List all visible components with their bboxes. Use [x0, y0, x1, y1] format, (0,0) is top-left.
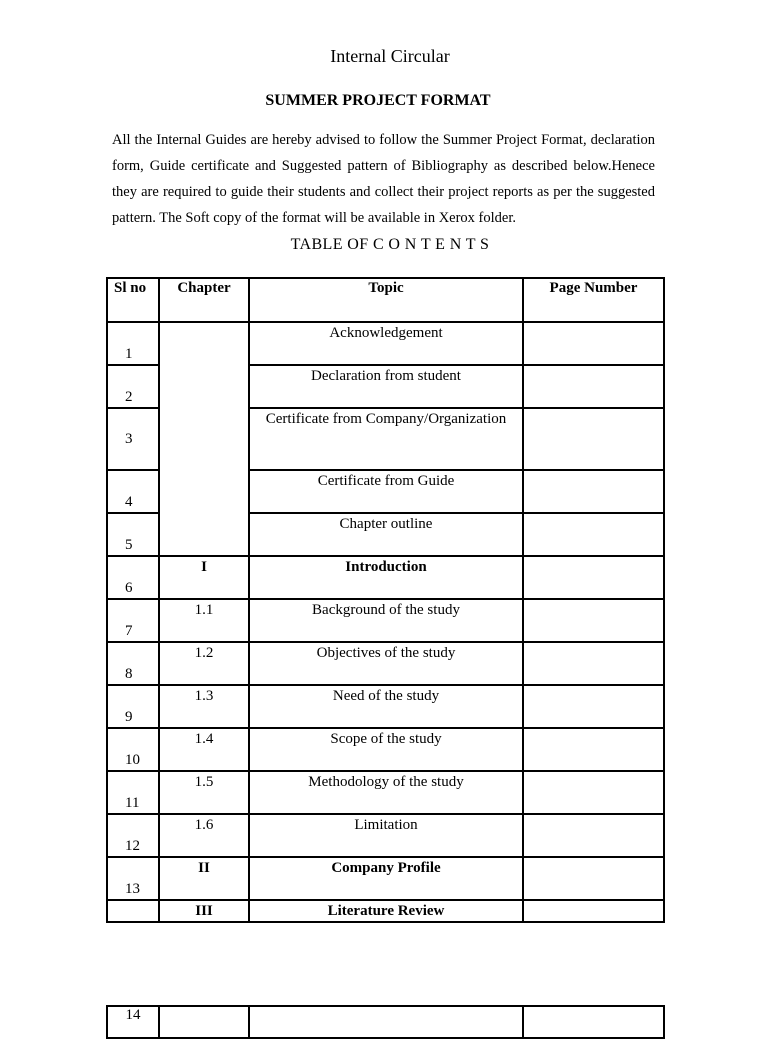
- cell-chapter: 1.4: [159, 728, 249, 771]
- cell-page-number: [523, 513, 664, 556]
- cell-topic: Literature Review: [249, 900, 523, 922]
- cell-page-number: [523, 1006, 664, 1038]
- document-title: Internal Circular: [330, 46, 450, 66]
- table-row: [107, 900, 664, 922]
- cell-chapter: III: [159, 900, 249, 922]
- table-row: [107, 814, 664, 857]
- cell-topic: Scope of the study: [249, 728, 523, 771]
- cell-page-number: [523, 556, 664, 599]
- cell-chapter-merged: [159, 322, 249, 556]
- table-row: [107, 1006, 664, 1038]
- cell-page-number: [523, 900, 664, 922]
- document-subtitle: SUMMER PROJECT FORMAT: [265, 92, 491, 109]
- cell-page-number: [523, 728, 664, 771]
- cell-topic: Objectives of the study: [249, 642, 523, 685]
- cell-topic: Limitation: [249, 814, 523, 857]
- cell-page-number: [523, 771, 664, 814]
- cell-topic: Company Profile: [249, 857, 523, 900]
- table-row: [107, 556, 664, 599]
- cell-sl-no: 11: [107, 771, 159, 814]
- cell-topic: Need of the study: [249, 685, 523, 728]
- table-of-contents: [106, 277, 665, 923]
- cell-topic: Certificate from Company/Organization: [249, 408, 523, 470]
- cell-sl-no: [107, 900, 159, 922]
- cell-sl-no: 1: [107, 322, 159, 365]
- table-row: [107, 685, 664, 728]
- cell-page-number: [523, 322, 664, 365]
- cell-chapter: 1.1: [159, 599, 249, 642]
- intro-paragraph: All the Internal Guides are hereby advised to follow the Summer Project Format, declaration form, Guide certificate and Suggested pattern of Bibliography as described below.Henece they are required to guide their students and collect their project reports as per the suggested pattern. The Soft copy of the format will be available in Xerox folder.: [112, 132, 655, 226]
- cell-page-number: [523, 814, 664, 857]
- header-sl-no: Sl no: [107, 278, 159, 322]
- cell-page-number: [523, 642, 664, 685]
- cell-page-number: [523, 685, 664, 728]
- cell-topic: Chapter outline: [249, 513, 523, 556]
- cell-page-number: [523, 857, 664, 900]
- cell-sl-no: 13: [107, 857, 159, 900]
- cell-sl-no: 4: [107, 470, 159, 513]
- cell-chapter: 1.3: [159, 685, 249, 728]
- table-row: [107, 771, 664, 814]
- cell-page-number: [523, 470, 664, 513]
- toc-heading: TABLE OF C O N T E N T S: [290, 236, 490, 253]
- cell-page-number: [523, 365, 664, 408]
- cell-topic: Background of the study: [249, 599, 523, 642]
- header-chapter: Chapter: [159, 278, 249, 322]
- cell-topic: [249, 1006, 523, 1038]
- cell-topic: Declaration from student: [249, 365, 523, 408]
- cell-sl-no: 2: [107, 365, 159, 408]
- cell-chapter: I: [159, 556, 249, 599]
- cell-sl-no: 6: [107, 556, 159, 599]
- table-row: [107, 599, 664, 642]
- cell-sl-no: 12: [107, 814, 159, 857]
- cell-chapter: 1.5: [159, 771, 249, 814]
- table-row: [107, 642, 664, 685]
- cell-page-number: [523, 599, 664, 642]
- cell-topic: Certificate from Guide: [249, 470, 523, 513]
- cell-chapter: 1.6: [159, 814, 249, 857]
- cell-sl-no: 14: [107, 1006, 159, 1038]
- cell-sl-no: 5: [107, 513, 159, 556]
- cell-topic: Methodology of the study: [249, 771, 523, 814]
- cell-sl-no: 8: [107, 642, 159, 685]
- cell-chapter: 1.2: [159, 642, 249, 685]
- cell-topic: Acknowledgement: [249, 322, 523, 365]
- header-topic: Topic: [249, 278, 523, 322]
- table-row: [107, 322, 664, 365]
- cell-page-number: [523, 408, 664, 470]
- cell-chapter: II: [159, 857, 249, 900]
- table-header-row: [107, 278, 664, 322]
- cell-chapter: [159, 1006, 249, 1038]
- cell-sl-no: 7: [107, 599, 159, 642]
- table-row: [107, 857, 664, 900]
- cell-sl-no: 3: [107, 408, 159, 470]
- header-page-number: Page Number: [523, 278, 664, 322]
- cell-sl-no: 9: [107, 685, 159, 728]
- cell-topic: Introduction: [249, 556, 523, 599]
- table-of-contents-continued: [106, 1005, 665, 1039]
- cell-sl-no: 10: [107, 728, 159, 771]
- table-row: [107, 728, 664, 771]
